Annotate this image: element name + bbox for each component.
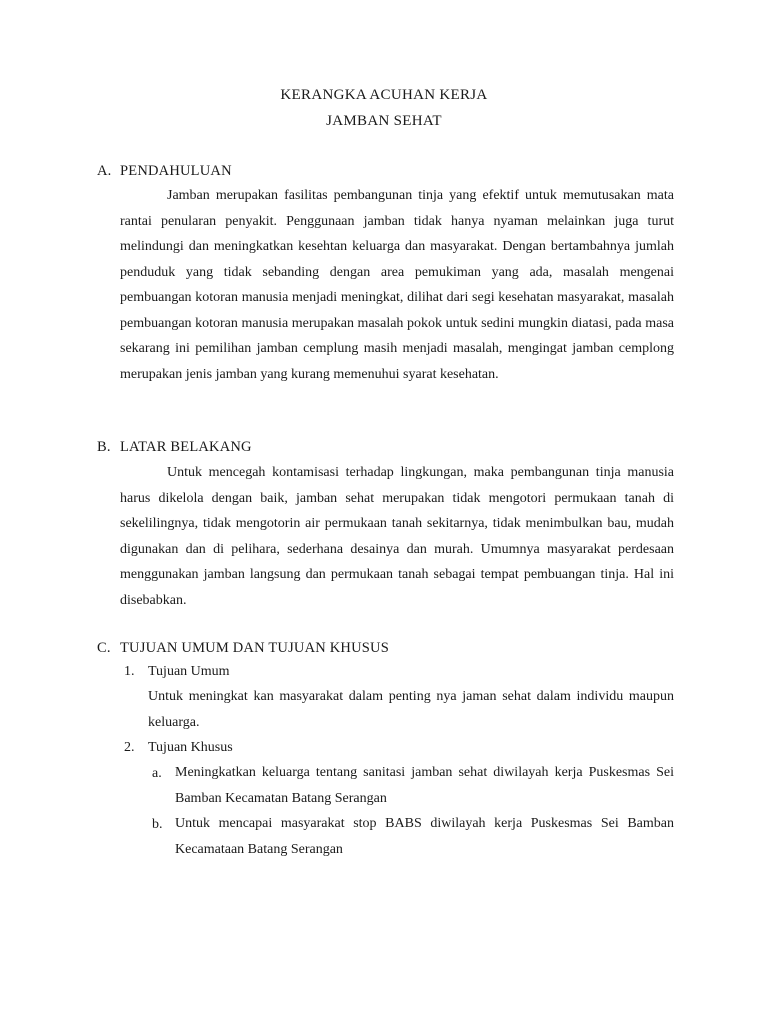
section-b-title: LATAR BELAKANG	[120, 439, 252, 455]
list-item-2-number: 2.	[124, 740, 135, 755]
section-b-text: Untuk mencegah kontamisasi terhadap lingkungan, maka pembangunan tinja manusia harus dikelola dengan baik, jamban sehat merupakan tidak mengotori permukaan tanah di sekelilingnya, tidak mengotorin air permukaan tanah sekitarnya, tidak menimbulkan bau, mudah digunakan dan di pelihara, sederhana desainya dan murah. Umumnya masyarakat perdesaan menggunakan jamban langsung dan permukaan tanah sebagai tempat pembuangan tinja. Hal ini disebabkan.	[120, 465, 674, 608]
section-c-letter: C.	[97, 640, 111, 656]
document-subtitle: JAMBAN SEHAT	[326, 113, 442, 129]
section-c-title: TUJUAN UMUM DAN TUJUAN KHUSUS	[120, 640, 389, 656]
section-a-heading	[97, 163, 232, 180]
sub-item-a-letter: a.	[152, 766, 162, 781]
document-title: KERANGKA ACUHAN KERJA	[280, 87, 488, 103]
section-c-heading	[97, 640, 389, 657]
section-b-paragraph	[120, 460, 674, 613]
sub-item-a-text: Meningkatkan keluarga tentang sanitasi jamban sehat diwilayah kerja Puskesmas Sei Bamban Kecamatan Batang Serangan	[175, 765, 674, 806]
section-b-letter: B.	[97, 439, 111, 455]
list-item-1-text: Untuk meningkat kan masyarakat dalam penting nya jaman sehat dalam individu maupun keluarga.	[148, 689, 674, 730]
sub-item-b-letter: b.	[152, 817, 163, 832]
section-a-paragraph	[120, 183, 674, 387]
section-b-heading	[97, 439, 252, 456]
list-item-1-number: 1.	[124, 664, 135, 679]
list-item-2-label: Tujuan Khusus	[148, 740, 233, 755]
section-a-text: Jamban merupakan fasilitas pembangunan tinja yang efektif untuk memutusakan mata rantai penularan penyakit. Penggunaan jamban tidak hanya nyaman melainkan juga turut melindungi dan meningkatkan kesehtan keluarga dan masyarakat. Dengan bertambahnya jumlah penduduk yang tidak sebanding dengan area pemukiman yang ada, masalah mengenai pembuangan kotoran manusia menjadi meningkat, dilihat dari segi kesehatan masyarakat, masalah pembuangan kotoran manusia merupakan masalah pokok untuk sedini mungkin diatasi, pada masa sekarang ini pemilihan jamban cemplung masih menjadi masalah, mengingat jamban cemplong merupakan jenis jamban yang kurang memenuhui syarat kesehatan.	[120, 188, 674, 382]
list-item-1-label: Tujuan Umum	[148, 664, 230, 679]
section-a-title: PENDAHULUAN	[120, 163, 232, 179]
section-a-letter: A.	[97, 163, 112, 179]
sub-item-b-text: Untuk mencapai masyarakat stop BABS diwilayah kerja Puskesmas Sei Bamban Kecamataan Batang Serangan	[175, 816, 674, 857]
